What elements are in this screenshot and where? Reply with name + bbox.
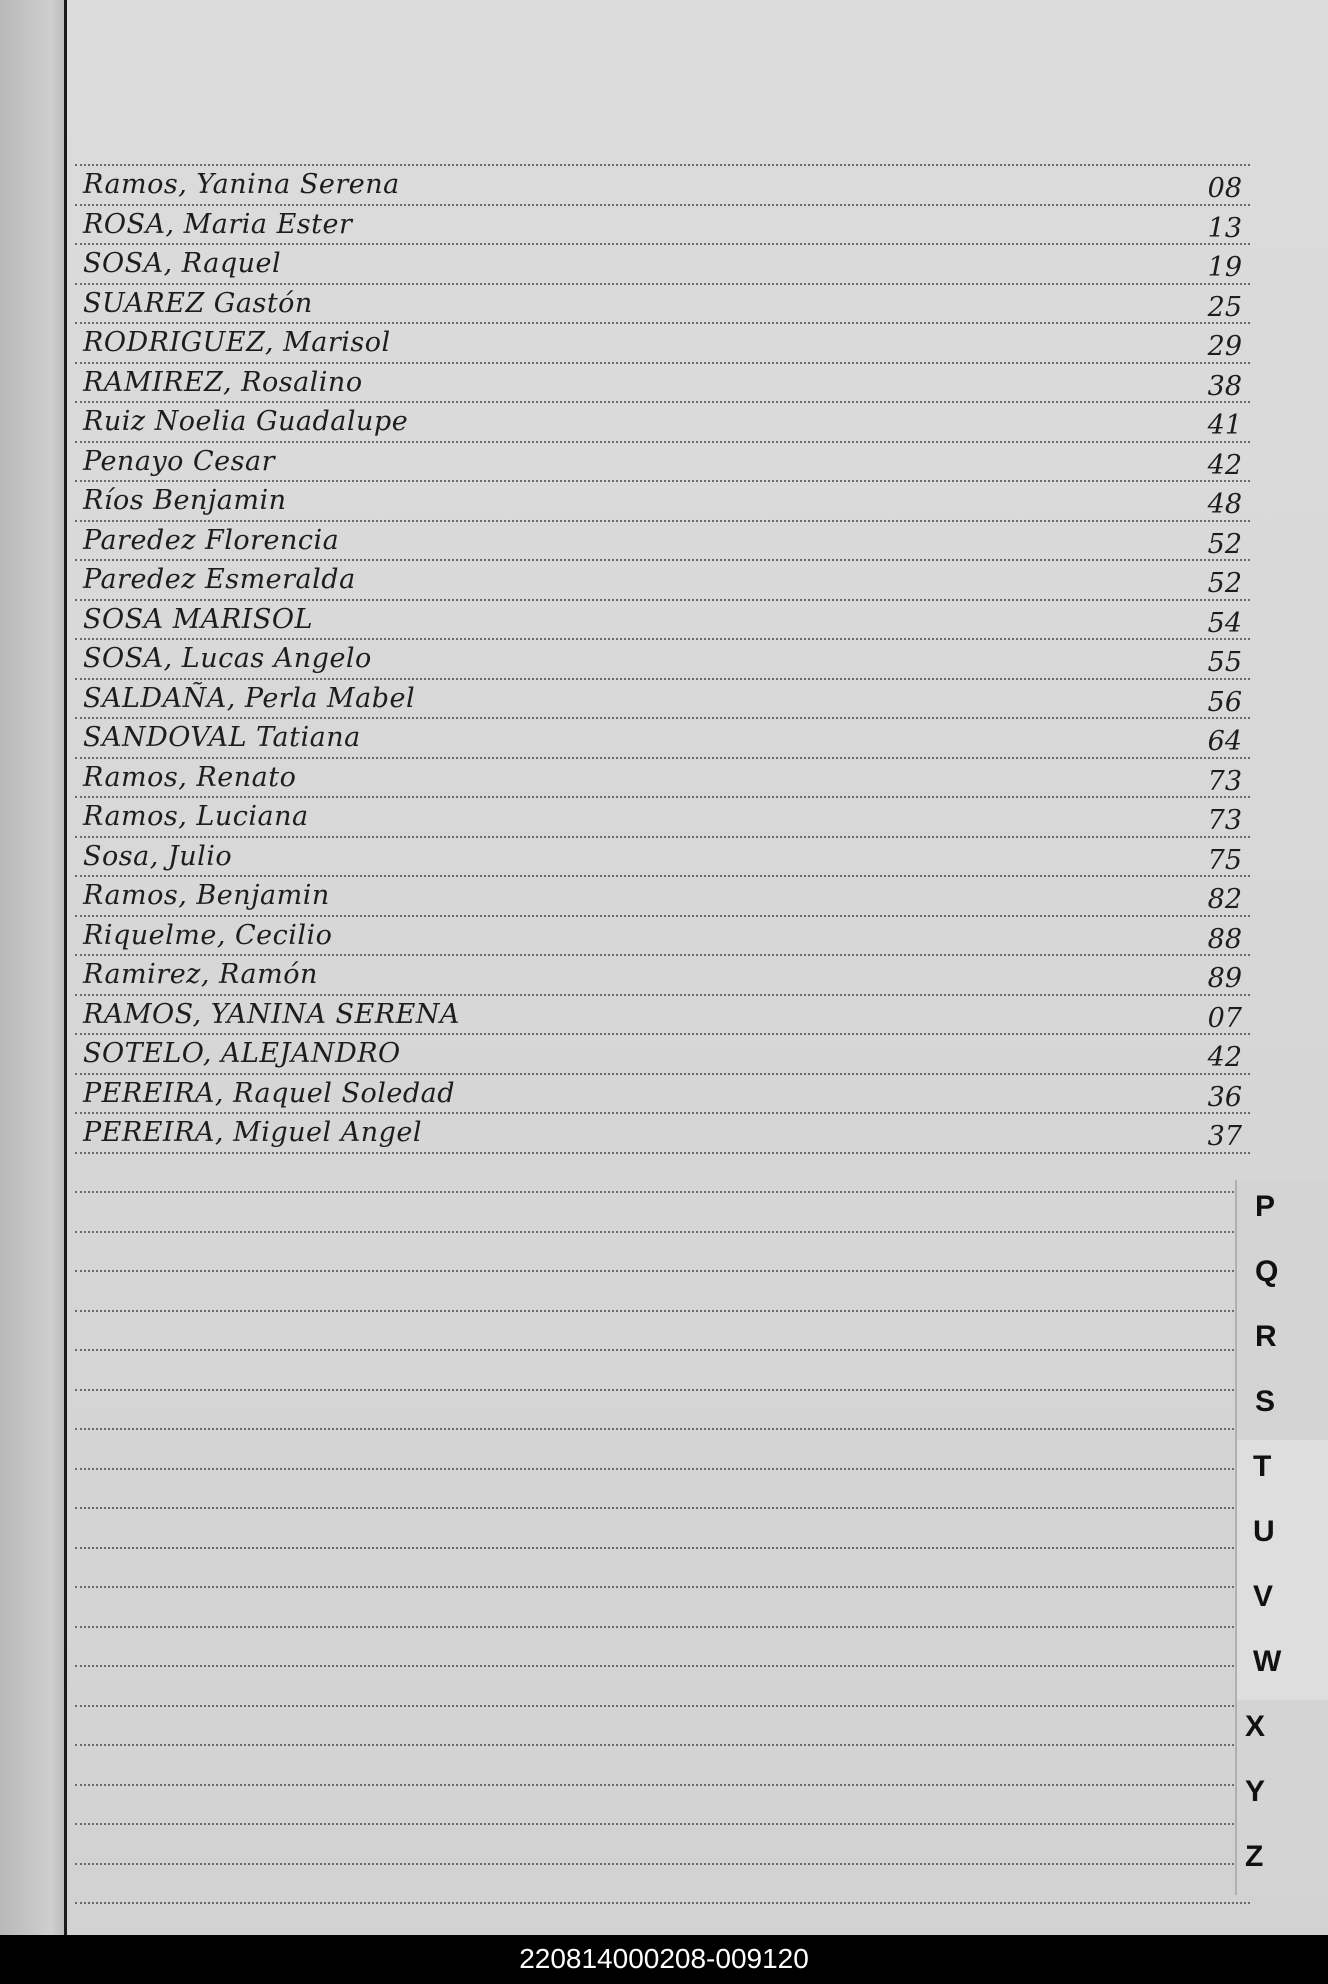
ruled-line xyxy=(75,1270,1250,1272)
entry-page-number: 19 xyxy=(1207,252,1242,283)
entry-page-number: 13 xyxy=(1207,212,1242,244)
entry-page-number: 38 xyxy=(1207,370,1242,402)
index-entry xyxy=(83,366,1250,404)
entry-name: Ramos, Benjamin xyxy=(83,880,330,911)
tab-letter-x[interactable]: X xyxy=(1245,1710,1266,1743)
entry-page-number: 25 xyxy=(1207,291,1242,323)
ruled-line xyxy=(75,1744,1250,1746)
entry-name: RAMOS, YANINA SERENA xyxy=(83,998,460,1030)
ruled-line xyxy=(75,1349,1250,1351)
ruled-line xyxy=(75,1428,1250,1430)
index-entry xyxy=(83,326,1250,364)
ruled-line xyxy=(75,1902,1250,1904)
entry-name: Paredez Florencia xyxy=(83,524,340,556)
entry-page-number: 73 xyxy=(1207,765,1242,797)
entry-name: SALDAÑA, Perla Mabel xyxy=(83,682,416,714)
document-id: 220814000208-009120 xyxy=(519,1943,809,1974)
entry-page-number: 56 xyxy=(1207,686,1242,718)
entry-page-number: 36 xyxy=(1207,1081,1242,1113)
ruled-line xyxy=(75,1705,1250,1707)
tab-letter-p[interactable]: P xyxy=(1255,1190,1276,1223)
tab-letter-u[interactable]: U xyxy=(1253,1515,1275,1548)
ruled-line xyxy=(75,1389,1250,1391)
tab-letter-s[interactable]: S xyxy=(1255,1385,1276,1418)
entry-page-number: 07 xyxy=(1207,1002,1242,1034)
ruled-line xyxy=(75,1468,1250,1470)
index-entry xyxy=(83,1116,1250,1154)
entry-page-number: 64 xyxy=(1207,726,1242,757)
entry-page-number: 29 xyxy=(1207,331,1242,362)
entry-name: Paredez Esmeralda xyxy=(83,564,356,595)
index-entry xyxy=(83,405,1250,443)
tab-letter-t[interactable]: T xyxy=(1253,1450,1272,1483)
entry-page-number: 82 xyxy=(1207,884,1242,915)
entry-name: Ramos, Renato xyxy=(83,761,297,793)
tab-letter-v[interactable]: V xyxy=(1253,1580,1274,1613)
entry-name: Ruiz Noelia Guadalupe xyxy=(83,406,409,437)
entry-name: Ramos, Luciana xyxy=(83,801,309,832)
tab-letter-y[interactable]: Y xyxy=(1245,1775,1266,1808)
entry-page-number: 88 xyxy=(1207,923,1242,955)
ruled-line xyxy=(75,1863,1250,1865)
entry-page-number: 52 xyxy=(1207,528,1242,560)
entry-name: PEREIRA, Miguel Angel xyxy=(83,1117,423,1148)
entry-name: Ramos, Yanina Serena xyxy=(83,169,400,200)
index-entry xyxy=(83,484,1250,522)
tab-letter-q[interactable]: Q xyxy=(1255,1255,1279,1288)
entry-page-number: 37 xyxy=(1207,1121,1242,1152)
entry-page-number: 75 xyxy=(1207,844,1242,876)
entry-name: SOSA, Lucas Angelo xyxy=(83,643,372,674)
entry-name: RAMIREZ, Rosalino xyxy=(83,366,363,398)
entry-page-number: 48 xyxy=(1207,489,1242,520)
index-entry xyxy=(83,721,1250,759)
alphabet-index-tabs xyxy=(1235,1190,1328,1880)
entry-page-number: 89 xyxy=(1207,963,1242,994)
ruled-line xyxy=(75,1310,1250,1312)
ruled-line xyxy=(75,1823,1250,1825)
index-entry xyxy=(83,1037,1250,1075)
entry-name: Riquelme, Cecilio xyxy=(83,919,333,951)
entry-name: Ríos Benjamin xyxy=(83,485,287,516)
index-entry xyxy=(83,445,1250,483)
index-entry xyxy=(83,800,1250,838)
entry-page-number: 41 xyxy=(1207,410,1242,441)
index-entry xyxy=(83,563,1250,601)
entry-name: SANDOVAL Tatiana xyxy=(83,722,361,753)
index-entry xyxy=(83,247,1250,285)
entry-page-number: 42 xyxy=(1207,1042,1242,1073)
ruled-line xyxy=(75,1784,1250,1786)
index-entry xyxy=(83,168,1250,206)
entry-name: RODRIGUEZ, Marisol xyxy=(83,327,391,358)
tab-group xyxy=(1235,1180,1328,1440)
ruled-line xyxy=(75,1191,1250,1193)
ruled-line xyxy=(75,164,1250,166)
index-entry xyxy=(83,642,1250,680)
index-entry xyxy=(83,958,1250,996)
entry-name: Sosa, Julio xyxy=(83,840,233,872)
entry-page-number: 73 xyxy=(1207,805,1242,836)
entry-name: Penayo Cesar xyxy=(83,445,276,477)
index-entry xyxy=(83,1077,1250,1115)
entry-page-number: 54 xyxy=(1207,607,1242,639)
entry-name: SOTELO, ALEJANDRO xyxy=(83,1038,401,1069)
index-entry xyxy=(83,682,1250,720)
tab-letter-r[interactable]: R xyxy=(1255,1320,1277,1353)
tab-letter-w[interactable]: W xyxy=(1253,1645,1282,1678)
entry-page-number: 52 xyxy=(1207,568,1242,599)
entry-name: ROSA, Maria Ester xyxy=(83,208,353,240)
entry-name: SOSA, Raquel xyxy=(83,248,282,279)
entry-name: SUAREZ Gastón xyxy=(83,287,313,319)
index-entry xyxy=(83,840,1250,878)
ruled-line xyxy=(75,1507,1250,1509)
ruled-line xyxy=(75,1547,1250,1549)
entry-name: Ramirez, Ramón xyxy=(83,959,318,990)
index-entry xyxy=(83,879,1250,917)
entry-page-number: 55 xyxy=(1207,647,1242,678)
footer-bar xyxy=(0,1935,1328,1984)
index-entry xyxy=(83,524,1250,562)
ruled-line xyxy=(75,1626,1250,1628)
entry-name: SOSA MARISOL xyxy=(83,603,313,635)
index-entry xyxy=(83,603,1250,641)
index-entry xyxy=(83,208,1250,246)
entry-page-number: 08 xyxy=(1207,173,1242,204)
ruled-line xyxy=(75,1231,1250,1233)
ruled-lines-area xyxy=(75,164,1250,1924)
index-entry xyxy=(83,761,1250,799)
ruled-line xyxy=(75,1665,1250,1667)
binding-edge xyxy=(0,0,67,1935)
index-entry xyxy=(83,998,1250,1036)
ruled-line xyxy=(75,1586,1250,1588)
index-entry xyxy=(83,287,1250,325)
tab-letter-z[interactable]: Z xyxy=(1245,1840,1264,1873)
index-entry xyxy=(83,919,1250,957)
tab-group xyxy=(1235,1440,1328,1700)
entry-name: PEREIRA, Raquel Soledad xyxy=(83,1077,456,1109)
entry-page-number: 42 xyxy=(1207,449,1242,481)
